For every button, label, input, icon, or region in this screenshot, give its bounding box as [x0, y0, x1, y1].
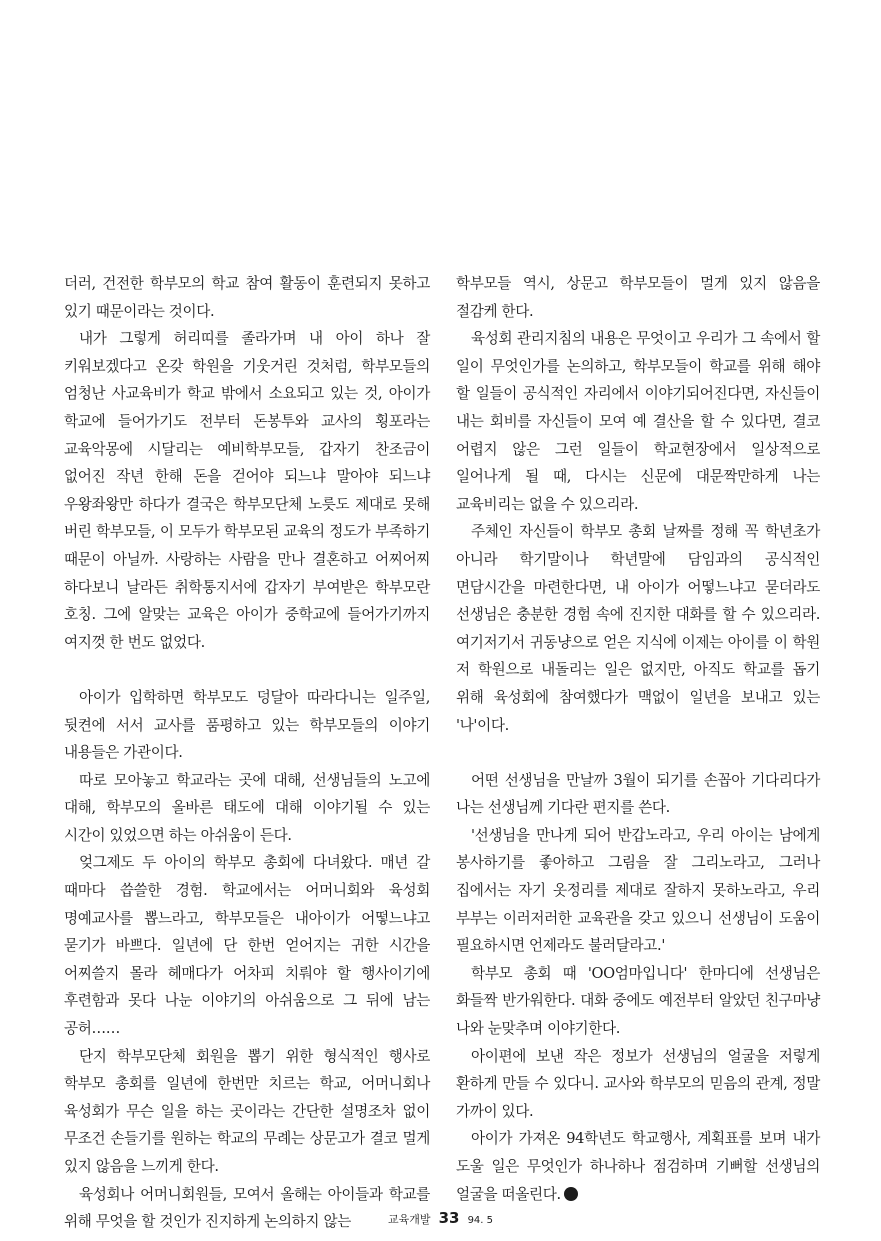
page-footer [0, 1208, 881, 1227]
paragraph [456, 960, 820, 1043]
paragraph-text: 어떤 선생님을 만날까 3월이 되기를 손꼽아 기다리다가 나는 선생님께 기다란 편지를 쓴다. [456, 771, 820, 817]
paragraph-text: 아이편에 보낸 작은 정보가 선생님의 얼굴을 저렇게 환하게 만들 수 있다니. 교사와 학부모의 믿음의 관계, 정말 가까이 있다. [456, 1047, 820, 1120]
page-number: 33 [438, 1209, 460, 1227]
right-column [456, 270, 820, 1208]
paragraph-text: 더러, 건전한 학부모의 학교 참여 활동이 훈련되지 못하고 있기 때문이라는 것이다. [64, 275, 430, 320]
paragraph-text: 학부모 총회 때 'OO엄마입니다' 한마디에 선생님은 화들짝 반가워한다. 대화 중에도 예전부터 알았던 친구마냥 나와 눈맞추며 이야기한다. [456, 964, 820, 1038]
paragraph [64, 325, 430, 656]
paragraph [456, 325, 820, 518]
paragraph [64, 849, 430, 1042]
paragraph [456, 1125, 820, 1208]
paragraph [456, 822, 820, 960]
paragraph-text: 따로 모아놓고 학교라는 곳에 대해, 선생님들의 노고에 대해, 학부모의 올바른 태도에 대해 이야기될 수 있는 시간이 있었으면 하는 아쉬움이 든다. [64, 771, 430, 844]
paragraph [64, 684, 430, 767]
paragraph-text: 학부모들 역시, 상문고 학부모들이 멀게 있지 않음을 절감케 한다. [456, 275, 820, 320]
paragraph [456, 518, 820, 739]
paragraph [456, 1043, 820, 1126]
magazine-name: 교육개발 [387, 1213, 431, 1226]
left-column [64, 270, 430, 1236]
paragraph [456, 767, 820, 822]
paragraph-text: 엊그제도 두 아이의 학부모 총회에 다녀왔다. 매년 갈 때마다 씁쓸한 경험. 학교에서는 어머니회와 육성회 명예교사를 뽑느라고, 학부모들은 내아이가 어떻느냐고 묻기가 바쁘다. 일년에 단 한번 얻어지는 귀한 시간을 어찌쓸지 몰라 헤매다가 어차피 치뤄야 할 행사이기에 후련함과 못다 나눈 이야기의 아쉬움으로 그 뒤에 남는 공허…… [64, 854, 430, 1038]
paragraph-text: 아이가 입학하면 학부모도 덩달아 따라다니는 일주일, 뒷켠에 서서 교사를 품평하고 있는 학부모들의 이야기 내용들은 가관이다. [64, 688, 430, 762]
paragraph-text: 단지 학부모단체 회원을 뽑기 위한 형식적인 행사로 학부모 총회를 일년에 한번만 치르는 학교, 어머니회나 육성회가 무슨 일을 하는 곳이라는 간단한 설명조차 없이 무조건 손들기를 원하는 학교의 무례는 상문고가 결코 멀게 있지 않음을 느끼게 한다. [64, 1047, 430, 1175]
paragraph [64, 270, 430, 325]
paragraph [456, 270, 820, 325]
paragraph [64, 767, 430, 850]
issue-date: 94. 5 [467, 1215, 494, 1226]
paragraph-text: 육성회나 어머니회원들, 모여서 올해는 아이들과 학교를 위해 무엇을 할 것인가 진지하게 논의하지 않는 [64, 1185, 430, 1231]
paragraph-text: 주체인 자신들이 학부모 총회 날짜를 정해 꼭 학년초가 아니라 학기말이나 학년말에 담임과의 공식적인 면담시간을 마련한다면, 내 아이가 어떻느냐고 묻더라도 선생님은 충분한 경험 속에 진지한 대화를 할 수 있으리라. 여기저기서 귀동냥으로 얻은 지식에 이제는 아이를 이 학원 저 학원으로 내돌리는 일은 없지만, 아직도 학교를 돕기 위해 육성회에 참여했다가 맥없이 일년을 보내고 있는 '나'이다. [456, 523, 820, 734]
section-break [456, 739, 820, 767]
paragraph-text: 아이가 가져온 94학년도 학교행사, 계획표를 보며 내가 도울 일은 무엇인가 하나하나 점검하며 기뻐할 선생님의 얼굴을 떠올린다. [456, 1130, 820, 1203]
paragraph-text: 육성회 관리지침의 내용은 무엇이고 우리가 그 속에서 할 일이 무엇인가를 논의하고, 학부모들이 학교를 위해 해야 할 일들이 공식적인 자리에서 이야기되어진다면, 자신들이 내는 회비를 자신들이 모여 예 결산을 할 수 있다면, 결코 어렵지 않은 그런 일들이 학교현장에서 일상적으로 일어나게 될 때, 다시는 신문에 대문짝만하게 나는 교육비리는 없을 수 있으리라. [456, 330, 820, 513]
paragraph-text: 내가 그렇게 허리띠를 졸라가며 내 아이 하나 잘 키워보겠다고 온갖 학원을 기웃거린 것처럼, 학부모들의 엄청난 사교육비가 학교 밖에서 소요되고 있는 것, 아이가 학교에 들어가기도 전부터 돈봉투와 교사의 횡포라는 교육악몽에 시달리는 예비학부모들, 갑자기 찬조금이 없어진 작년 한해 돈을 걷어야 되느냐 말아야 되느냐 우왕좌왕만 하다가 결국은 학부모단체 노릇도 제대로 못해 버린 학부모들, 이 모두가 학부모된 교육의 정도가 부족하기 때문이 아닐까. 사랑하는 사람을 만나 결혼하고 어찌어찌 하다보니 날라든 취학통지서에 갑자기 부여받은 학부모란 호칭. 그에 알맞는 교육은 아이가 중학교에 들어가기까지 여지껏 한 번도 없었다. [64, 330, 430, 651]
paragraph-text: '선생님을 만나게 되어 반갑노라고, 우리 아이는 남에게 봉사하기를 좋아하고 그림을 잘 그리노라고, 그러나 집에서는 자기 옷정리를 제대로 잘하지 못하노라고, 우리 부부는 이러저러한 교육관을 갖고 있으니 선생님이 도움이 필요하시면 언제라도 불러달라고.' [456, 826, 820, 955]
article-end-mark-icon [564, 1187, 578, 1201]
section-break [64, 656, 430, 684]
paragraph [64, 1043, 430, 1181]
